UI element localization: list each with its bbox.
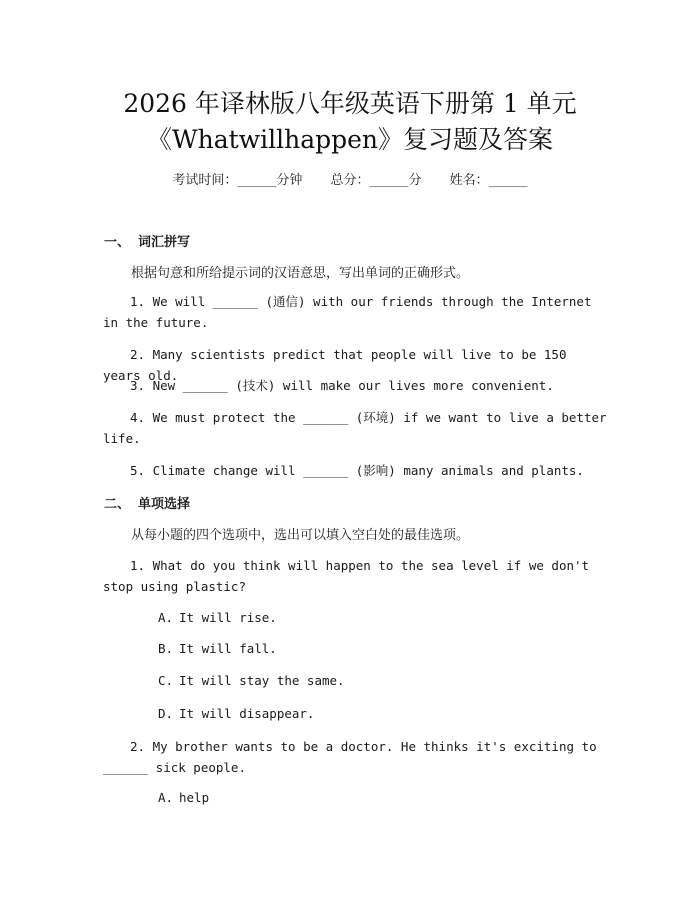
question-item: 3. New ______ (技术) will make our lives more convenient. [130, 378, 554, 393]
question-item: 4. We must protect the ______ (环境) if we want to live a better life. [103, 410, 607, 446]
document-title-line-1: 2026 年译林版八年级英语下册第 1 单元 [123, 89, 577, 118]
document-title-line-2: 《Whatwillhappen》复习题及答案 [146, 125, 554, 154]
option-letter: C. [158, 673, 174, 688]
answer-option [158, 641, 277, 656]
question-item: 2. Many scientists predict that people will live to be 150 years old. [103, 347, 567, 383]
answer-option [158, 610, 277, 625]
section-heading-multiple-choice [104, 493, 190, 512]
section-instruction: 根据句意和所给提示词的汉语意思，写出单词的正确形式。 [131, 266, 470, 281]
option-text: It will rise. [179, 610, 277, 625]
option-text: help [179, 790, 210, 805]
section-number: 二、 [104, 497, 131, 512]
section-title: 词汇拼写 [138, 235, 191, 250]
option-letter: A. [158, 610, 174, 625]
exam-meta [0, 169, 700, 188]
answer-option [158, 706, 314, 721]
section-instruction: 从每小题的四个选项中，选出可以填入空白处的最佳选项。 [131, 528, 470, 543]
section-heading-vocabulary [104, 231, 190, 250]
exam-score: 总分：______分 [330, 173, 422, 188]
answer-option [158, 673, 345, 688]
section-title: 单项选择 [138, 497, 191, 512]
option-letter: D. [158, 706, 174, 721]
option-text: It will stay the same. [179, 673, 345, 688]
exam-time: 考试时间：______分钟 [172, 173, 303, 188]
section-number: 一、 [104, 235, 131, 250]
question-item: 1. What do you think will happen to the sea level if we don't stop using plastic? [103, 558, 590, 594]
question-item: 2. My brother wants to be a doctor. He thinks it's exciting to ______ sick people. [103, 739, 597, 775]
option-letter: B. [158, 641, 174, 656]
exam-name: 姓名：______ [449, 173, 528, 188]
question-item: 1. We will ______ (通信) with our friends through the Internet in the future. [103, 294, 592, 330]
option-text: It will fall. [179, 641, 277, 656]
option-text: It will disappear. [179, 706, 315, 721]
option-letter: A. [158, 790, 174, 805]
question-item: 5. Climate change will ______ (影响) many animals and plants. [130, 463, 584, 478]
answer-option [158, 790, 209, 805]
